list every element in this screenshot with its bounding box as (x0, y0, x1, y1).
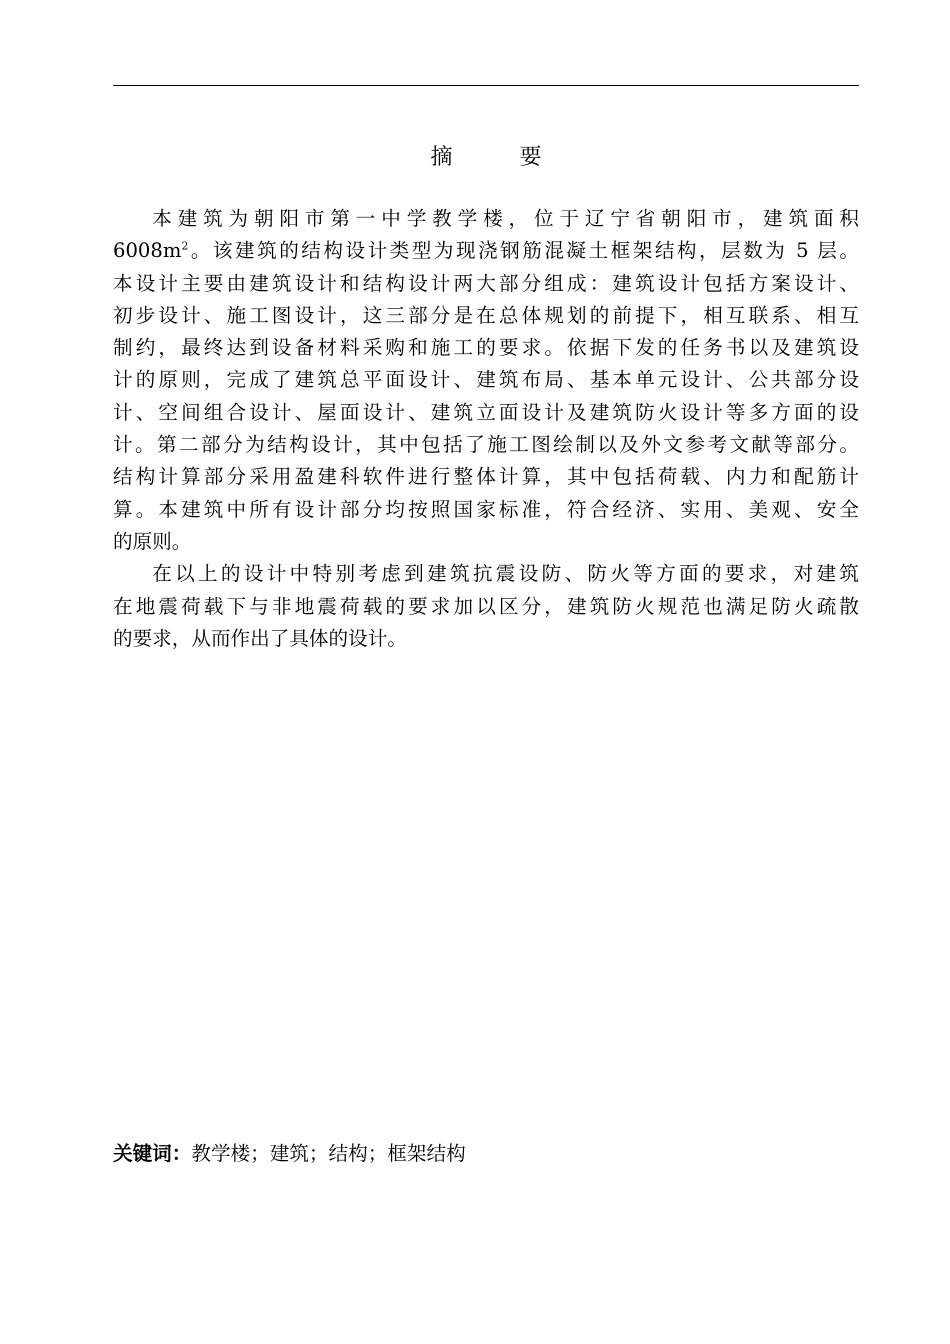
paragraph-line: 本设计主要由建筑设计和结构设计两大部分组成：建筑设计包括方案设计、 (113, 271, 859, 295)
paragraph-line: 本建筑为朝阳市第一中学教学楼，位于辽宁省朝阳市，建筑面积 (152, 207, 859, 230)
paragraph-line: 制约，最终达到设备材料采购和施工的要求。依据下发的任务书以及建筑设 (113, 336, 859, 360)
paragraph-line (113, 235, 859, 267)
paragraph-line: 算。本建筑中所有设计部分均按照国家标准，符合经济、实用、美观、安全 (113, 497, 859, 521)
paragraph-line-text: 。该建筑的结构设计类型为现浇钢筋混凝土框架结构，层数为 5 层。 (188, 239, 859, 263)
header-rule (113, 85, 859, 86)
paragraph-line: 结构计算部分采用盈建科软件进行整体计算，其中包括荷载、内力和配筋计 (113, 465, 859, 489)
paragraph-line: 初步设计、施工图设计，这三部分是在总体规划的前提下，相互联系、相互 (113, 303, 859, 327)
area-unit-exponent: 2 (181, 239, 189, 253)
keywords-value: 教学楼；建筑；结构；框架结构 (191, 1142, 466, 1165)
paragraph-line: 在地震荷载下与非地震荷载的要求加以区分，建筑防火规范也满足防火疏散 (113, 594, 859, 618)
keywords-label: 关键词： (113, 1142, 192, 1165)
abstract-paragraph-1 (113, 203, 859, 558)
abstract-body (113, 203, 859, 655)
paragraph-line: 的原则。 (113, 529, 192, 553)
paragraph-line: 的要求，从而作出了具体的设计。 (113, 626, 407, 650)
paragraph-line: 计、空间组合设计、屋面设计、建筑立面设计及建筑防火设计等多方面的设 (113, 400, 859, 424)
area-value: 6008m (113, 239, 182, 263)
paragraph-line: 计。第二部分为结构设计，其中包括了施工图绘制以及外文参考文献等部分。 (113, 433, 859, 457)
paragraph-line: 计的原则，完成了建筑总平面设计、建筑布局、基本单元设计、公共部分设 (113, 368, 859, 392)
abstract-paragraph-2 (113, 558, 859, 655)
keywords-line (113, 1140, 466, 1168)
paragraph-line: 在以上的设计中特别考虑到建筑抗震设防、防火等方面的要求，对建筑 (152, 562, 859, 586)
page-title: 摘 要 (430, 145, 572, 170)
